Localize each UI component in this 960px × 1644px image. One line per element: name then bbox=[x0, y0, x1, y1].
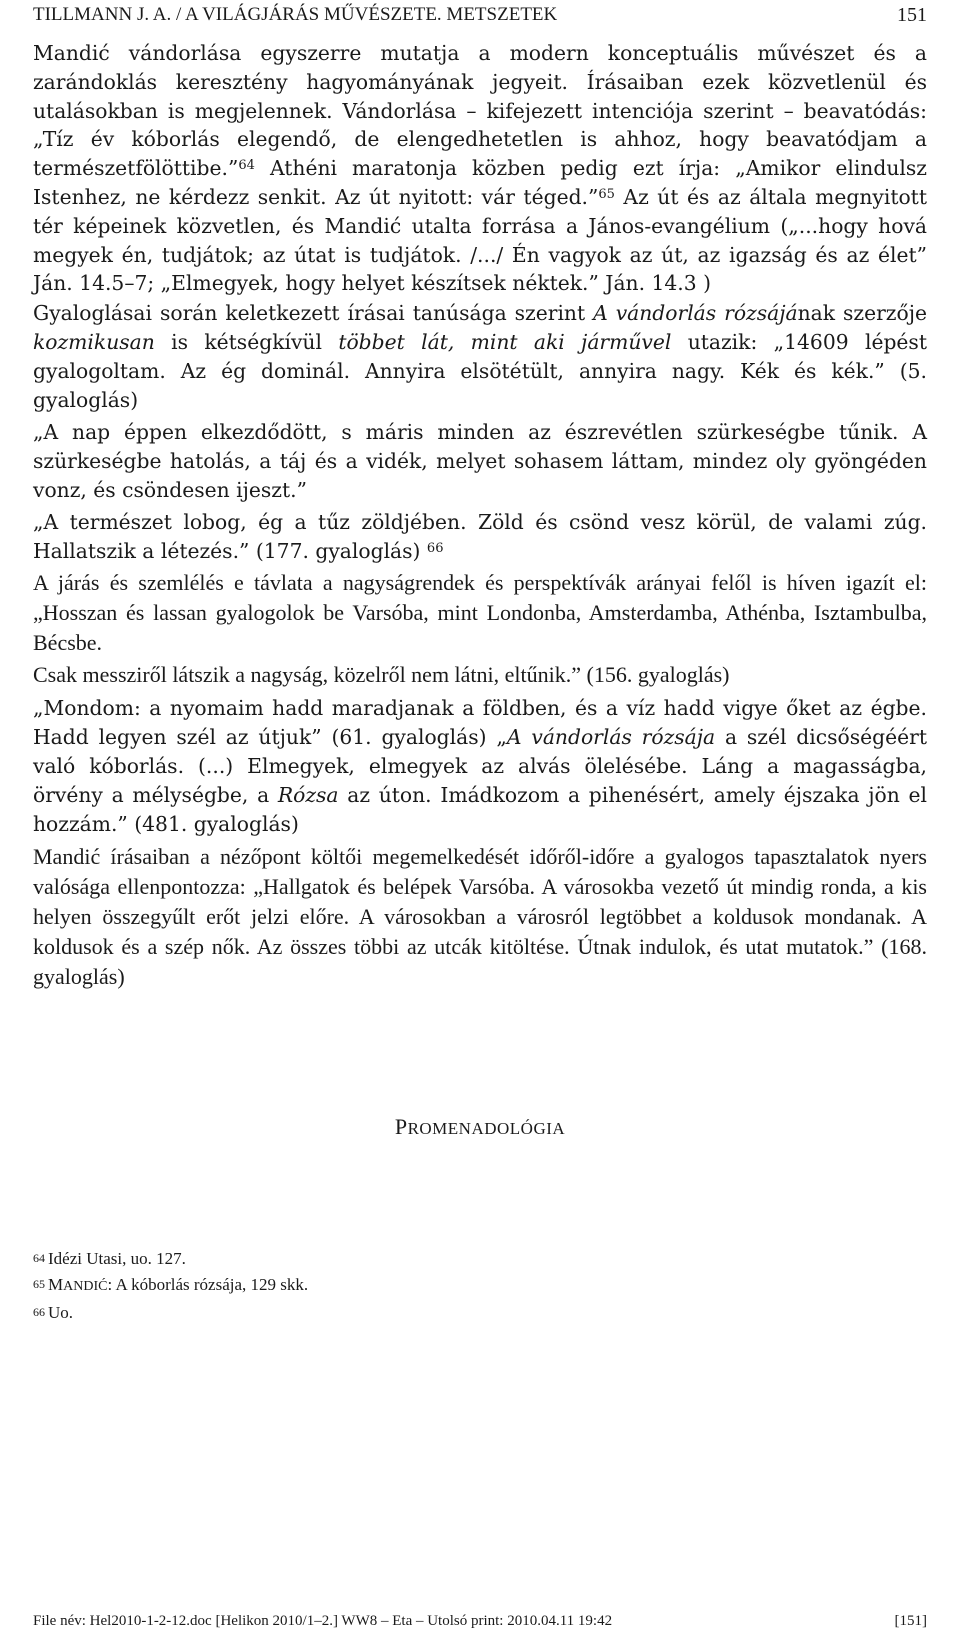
article-body bbox=[33, 38, 927, 992]
paragraph-text: Mandić vándorlása egyszerre mutatja a modern konceptuális művészet és a zarándoklás keresztény hagyományának jegyeit. Írásaiban ezek közvetlenül és utalásokban is megjelennek. Vándorlása – kifejezett intenciója szerint – beavatódás: „Tíz év kóborlás elegendő, de elengedhetetlen is ahhoz, hogy beavatódjam a természetfölöttibe.” bbox=[33, 41, 927, 181]
footer-file-info: File név: Hel2010-1-2-12.doc [Helikon 2010/1–2.] WW8 – Eta – Utolsó print: 2010.04.11 19:42 bbox=[33, 1613, 613, 1629]
section-heading-text: PROMENADOLÓGIA bbox=[394, 1114, 566, 1139]
footnote-number: 64 bbox=[33, 1251, 45, 1265]
footnote bbox=[33, 1272, 308, 1300]
paragraph-text: az úton. Imádkozom a pihenésért, amely éjszaka jön el hozzám.” (481. gyaloglás) bbox=[33, 782, 928, 836]
footnote-author: MANDIĆ bbox=[48, 1275, 108, 1294]
italic-text: A vándorlás rózsája bbox=[506, 725, 716, 750]
paragraph-text: „A természet lobog, ég a tűz zöldjében. Zöld és csönd vesz körül, de valami zúg. Hallatszik a létezés.” (177. gyaloglás) bbox=[33, 509, 927, 563]
footnote bbox=[33, 1246, 308, 1272]
footnote bbox=[33, 1300, 308, 1326]
paragraph-text: a szél dicsőségéért való kóborlás. (...) Elmegyek, elmegyek az alvás ölelésébe. Láng a magasságba, örvény a mélységbe, a bbox=[33, 725, 927, 807]
footnote-text: Idézi Utasi, uo. 127. bbox=[48, 1249, 186, 1268]
italic-text: Rózsa bbox=[277, 782, 339, 807]
paragraph bbox=[33, 694, 927, 838]
footer-page-ref: [151] bbox=[894, 1613, 927, 1629]
italic-text: kozmikusan bbox=[33, 329, 155, 354]
paragraph-text: nak szerzője bbox=[797, 301, 927, 326]
paragraph bbox=[33, 418, 927, 504]
paragraph bbox=[33, 568, 927, 658]
running-title: TILLMANN J. A. / A VILÁGJÁRÁS MŰVÉSZETE. METSZETEK bbox=[33, 4, 558, 25]
footnotes bbox=[33, 1246, 308, 1326]
italic-text: A vándorlás rózsájá bbox=[593, 301, 798, 326]
paragraph bbox=[33, 508, 927, 566]
page-footer bbox=[33, 1613, 927, 1635]
footnote-ref: 64 bbox=[238, 158, 255, 174]
paragraph-text: Csak messziről látszik a nagyság, közelről nem látni, eltűnik.” (156. gyaloglás) bbox=[33, 662, 730, 688]
paragraph-text: „Mondom: a nyomaim hadd maradjanak a földben, és a víz hadd vigye őket az égbe. Hadd legyen szél az útjuk” (61. gyaloglás) „ bbox=[33, 696, 927, 750]
paragraph-text: Athéni maratonja közben pedig ezt írja: „Amikor elindulsz Istenhez, ne kérdezz senkit. Az út nyitott: vár téged.” bbox=[33, 156, 927, 209]
paragraph-text: A járás és szemlélés e távlata a nagyságrendek és perspektívák arányai felől is híven igazít el: „Hosszan és lassan gyalogolok be Varsóba, mint Londonba, Amsterdamba, Athénba, Isztambulba, Bécsbe. bbox=[33, 570, 927, 656]
footnote-number: 65 bbox=[33, 1277, 45, 1291]
italic-text: többet lát, mint aki járművel bbox=[338, 329, 672, 354]
footnote-text: : A kóborlás rózsája, 129 skk. bbox=[107, 1275, 309, 1294]
paragraph-text: is kétségkívül bbox=[154, 329, 339, 354]
footnote-ref: 65 bbox=[598, 186, 615, 202]
paragraph bbox=[33, 299, 927, 414]
paragraph-text: Az út és az általa megnyitott tér képeinek közvetlen, és Mandić utalta forrása a János-evangélium („...hogy hová megyek én, tudjátok; az útat is tudjátok. /.../ Én vagyok az út, az igazság és az élet” Ján. 14.5–7; „Elmegyek, hogy helyet készítsek néktek.” Ján. 14.3 ) bbox=[33, 184, 927, 296]
section-heading bbox=[0, 1114, 960, 1140]
footnote-text: Uo. bbox=[48, 1303, 74, 1322]
paragraph-text: utazik: „14609 lépést gyalogoltam. Az ég dominál. Annyira elsötétült, annyira nagy. Kék és kék.” (5. gyaloglás) bbox=[33, 329, 927, 412]
running-header bbox=[33, 4, 927, 34]
paragraph bbox=[33, 39, 927, 298]
paragraph bbox=[33, 660, 927, 690]
footnote-number: 66 bbox=[33, 1305, 45, 1319]
paragraph bbox=[33, 842, 927, 992]
paragraph-text: Mandić írásaiban a nézőpont költői megemelkedését időről-időre a gyalogos tapasztalatok nyers valósága ellenpontozza: „Hallgatok és belépek Varsóba. A városokba vezető út mindig ronda, a kis helyen összegyűlt erőt jelzi előre. A városokban a városról legtöbbet a koldusok mondanak. A koldusok és a szép nők. Az összes többi az utcák kitöltése. Útnak indulok, és utat mutatok.” (168. gyaloglás) bbox=[33, 844, 927, 990]
paragraph-text: Gyaloglásai során keletkezett írásai tanúsága szerint bbox=[33, 301, 594, 326]
paragraph-text: „A nap éppen elkezdődött, s máris minden az észrevétlen szürkeségbe tűnik. A szürkeségbe hatolás, a táj és a vidék, melyet sohasem láttam, mindez oly gyöngéden vonz, és csöndesen ijeszt.” bbox=[33, 420, 927, 502]
footnote-ref: 66 bbox=[426, 540, 444, 556]
page-number: 151 bbox=[897, 4, 927, 26]
